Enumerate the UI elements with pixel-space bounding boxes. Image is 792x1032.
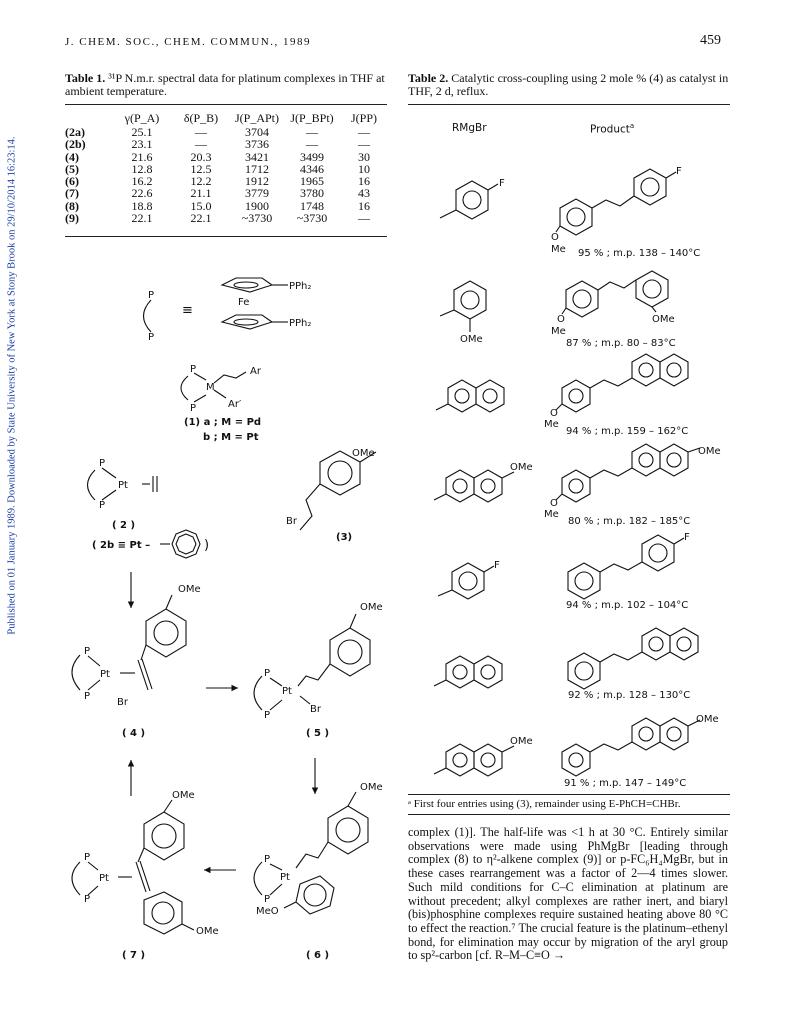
bond-line: [270, 884, 282, 895]
phosphine-bracket: [181, 376, 188, 400]
table-cell: —: [358, 125, 370, 139]
bond-line: [166, 595, 172, 609]
compound-label-2b-close: ): [204, 538, 210, 553]
table-cell: 25.1: [131, 125, 153, 139]
bond-line: [214, 390, 226, 398]
table-cell: (9): [65, 211, 79, 226]
table-cell: 4346: [300, 161, 324, 176]
benzene-ring: [144, 892, 182, 934]
fluoro-label: F: [676, 166, 682, 177]
methoxy-label: OMe: [510, 462, 533, 473]
platinum-label: Pt: [118, 480, 128, 491]
aryl-prime-label: Ar′: [228, 399, 242, 410]
compound-label-5: ( 5 ): [306, 728, 330, 739]
table-cell: 3499: [300, 149, 324, 164]
table2-end-rule: [408, 814, 730, 815]
bromine-label: Br: [310, 704, 321, 715]
yield-label: 94 % ; m.p. 102 – 104°C: [566, 600, 689, 611]
table-cell: ~3730: [296, 211, 328, 226]
yield-label: 94 % ; m.p. 159 – 162°C: [566, 426, 689, 437]
cp-ring-top: [222, 278, 272, 292]
phosphine-bracket: [88, 470, 96, 500]
aromatic-circle: [336, 818, 360, 842]
reagent-fluorophenyl: [440, 181, 498, 219]
bond-line: [270, 678, 282, 686]
bond-line: [182, 924, 194, 930]
table-cell: —: [358, 137, 370, 152]
table-cell: (5): [65, 161, 79, 176]
benzene-ring: [330, 628, 370, 676]
page-number: 459: [700, 33, 721, 48]
product-stilbene-3: [556, 354, 688, 412]
alkene-bond: [136, 862, 146, 892]
table-cell: 23.1: [131, 137, 153, 152]
bond-line: [88, 680, 100, 690]
methoxy-label: OMe: [360, 782, 383, 793]
phosphine-bracket: [254, 862, 262, 895]
phosphorus-label: P: [99, 500, 106, 511]
compound-label-2: ( 2 ): [112, 520, 136, 531]
table1-caption-text: ³¹P N.m.r. spectral data for platinum complexes in THF at ambient temperature.: [65, 71, 385, 98]
methoxy-label: OMe: [698, 446, 721, 457]
table-cell: 3779: [245, 186, 269, 201]
pph2-label: PPh₂: [289, 318, 312, 329]
bond-line: [350, 614, 356, 628]
bond-line: [164, 800, 172, 812]
journal-header: J. CHEM. SOC., CHEM. COMMUN., 1989: [65, 36, 311, 48]
bond-line: [348, 792, 356, 806]
table-cell: (7): [65, 186, 79, 201]
cyclooctadiene-ring-inner: [176, 534, 196, 554]
product-stilbene-2: [562, 271, 668, 317]
compound-label-1a: (1) a ; M = Pd: [184, 417, 262, 428]
methoxy-label: OMe: [696, 714, 719, 725]
reagent-methoxynaphthyl: [434, 744, 514, 776]
phosphorus-label: P: [148, 332, 155, 343]
methyl-label: Me: [544, 509, 559, 520]
bromine-label: Br: [286, 516, 297, 527]
phosphine-bracket: [72, 655, 80, 690]
compound-label-2b: ( 2b ≡ Pt –: [92, 540, 151, 551]
table1-header-cell: δ(P_B): [183, 110, 219, 125]
table-cell: 22.6: [131, 186, 153, 201]
compound-label-1b: b ; M = Pt: [203, 432, 259, 443]
table-cell: 3780: [300, 186, 324, 201]
phosphine-bracket: [254, 676, 262, 710]
table-cell: (2b): [65, 137, 86, 152]
bond-line: [88, 656, 100, 666]
ethenyl-bond: [214, 372, 246, 383]
phosphorus-label: P: [190, 403, 197, 414]
ethenyl-bond: [298, 664, 330, 686]
methoxy-label: OMe: [172, 790, 195, 801]
benzene-ring: [144, 812, 184, 860]
table-cell: 20.3: [190, 149, 212, 164]
phosphorus-label: P: [148, 290, 155, 301]
aromatic-circle: [338, 640, 362, 664]
methoxy-label: OMe: [196, 926, 219, 937]
pph2-label: PPh₂: [289, 281, 312, 292]
platinum-label: Pt: [282, 686, 292, 697]
phosphorus-label: P: [264, 894, 271, 905]
table-cell: 22.1: [131, 211, 153, 226]
cp-ring-bottom-inner: [234, 319, 258, 325]
table-cell: 15.0: [190, 198, 212, 213]
alkene-bond: [138, 660, 148, 690]
table-cell: —: [306, 125, 318, 139]
table-cell: 30: [358, 149, 370, 164]
phosphine-bracket: [144, 300, 152, 332]
table-cell: 16: [358, 174, 370, 189]
table-cell: 12.8: [131, 161, 153, 176]
methyl-label: Me: [544, 419, 559, 430]
cp-ring-top-inner: [234, 282, 258, 288]
table-cell: —: [306, 137, 318, 152]
methoxy-label: OMe: [460, 334, 483, 345]
product-stilbene-4: [556, 444, 700, 502]
aromatic-circle: [152, 824, 176, 848]
cp-ring-bottom: [222, 315, 272, 329]
compound-label-4: ( 4 ): [122, 728, 146, 739]
table-cell: 18.8: [131, 198, 153, 213]
methoxy-label: OMe: [652, 314, 675, 325]
metal-label: M: [206, 382, 215, 393]
table-cell: 12.5: [190, 161, 212, 176]
oxygen-label: O: [557, 314, 565, 325]
bond-line: [141, 645, 146, 660]
table2-caption-label: Table 2.: [408, 71, 449, 85]
product-header-label: Product: [590, 123, 630, 136]
vinyl-bond: [300, 484, 320, 530]
table-cell: 3421: [245, 149, 269, 164]
table-cell: —: [358, 211, 370, 226]
table-cell: 16: [358, 198, 370, 213]
bond-line: [284, 902, 296, 908]
table2-bottom-rule: [408, 794, 730, 795]
fe-label: Fe: [238, 297, 250, 308]
methyl-label: Me: [551, 326, 566, 337]
table2-col-rmgbr: RMgBr: [452, 122, 487, 134]
reagent-naphthyl: [436, 380, 504, 412]
phosphorus-label: P: [264, 668, 271, 679]
table-cell: (4): [65, 149, 79, 164]
table2-caption-text: Catalytic cross-coupling using 2 mole % (4) as catalyst in THF, 2 d, reflux.: [408, 71, 729, 98]
phosphorus-label: P: [190, 364, 197, 375]
bromine-label: Br: [117, 697, 128, 708]
yield-label: 80 % ; m.p. 182 – 185°C: [568, 516, 691, 527]
phosphine-bracket: [72, 862, 80, 895]
body-paragraph: complex (1)]. The half-life was <1 h at 30 °C. Entirely similar observations were made using PhMgBr [leading through complex (8) to η²-alkene complex (9)] or p-FC₆H₄MgBr, but in these cases rearrangement was a factor of 2—4 times slower. Such mild conditions for C–C elimination at platinum are without precedent; alkyl complexes are rather inert, and biaryl (bis)phosphine complexes require sustained heating above 80 °C to effect the reaction.⁷ The crucial feature is the platinum–ethenyl bond, for elimination may occur by migration of the aryl group to sp²-carbon [cf. R–M–C≡O →: [408, 825, 728, 963]
fluoro-label: F: [499, 178, 505, 189]
methoxy-label: OMe: [510, 736, 533, 747]
bond-line: [138, 848, 144, 862]
phosphorus-label: P: [84, 852, 91, 863]
product-stilbene-1: [556, 169, 676, 235]
platinum-label: Pt: [280, 872, 290, 883]
yield-label: 87 % ; m.p. 80 – 83°C: [566, 338, 676, 349]
bond-line: [300, 696, 310, 704]
table-cell: 1912: [245, 174, 269, 189]
phosphorus-label: P: [99, 458, 106, 469]
phosphorus-label: P: [264, 854, 271, 865]
table-cell: 1712: [245, 161, 269, 176]
table-cell: 1748: [300, 198, 324, 213]
table-cell: ~3730: [241, 211, 273, 226]
alkene-bond: [142, 659, 152, 689]
aromatic-circle: [152, 902, 174, 924]
download-notice: Published on 01 January 1989. Downloaded by State University of New York at Stony Brook on 29/10/2014 16:23:14.: [6, 136, 18, 635]
methoxy-label: OMe: [178, 584, 201, 595]
table-cell: (8): [65, 198, 79, 213]
table1-header-cell: J(P_BPt): [290, 110, 334, 125]
benzene-ring: [328, 806, 368, 854]
table-cell: 21.1: [190, 186, 212, 201]
phosphorus-label: P: [84, 894, 91, 905]
alkene-bond: [140, 861, 150, 891]
table-cell: 3704: [245, 125, 269, 139]
reagent-methoxyphenyl: [440, 281, 486, 332]
table-cell: 1965: [300, 174, 324, 189]
table1-header-cell: γ(P_A): [124, 110, 160, 125]
aromatic-circle: [304, 884, 326, 906]
yield-label: 92 % ; m.p. 128 – 130°C: [568, 690, 691, 701]
product-stilbene-7: [562, 718, 700, 776]
reagent-naphthyl: [434, 656, 502, 688]
methoxy-label: MeO: [256, 906, 279, 917]
benzene-ring: [146, 609, 186, 657]
methyl-label: Me: [551, 244, 566, 255]
equivalence-sign: ≡: [182, 303, 193, 318]
bond-line: [270, 700, 282, 710]
methoxy-label: OMe: [352, 448, 375, 459]
reagent-fluorophenyl: [438, 563, 494, 599]
table1-caption-label: Table 1.: [65, 71, 106, 85]
bond-line: [102, 490, 116, 500]
aromatic-circle: [154, 621, 178, 645]
table-cell: —: [195, 137, 207, 152]
phosphorus-label: P: [84, 646, 91, 657]
table1-header-cell: J(PP): [350, 110, 377, 125]
product-header-sup: a: [629, 122, 635, 130]
compound-label-6: ( 6 ): [306, 950, 330, 961]
table-cell: —: [195, 125, 207, 139]
fluoro-label: F: [494, 560, 500, 571]
methoxy-label: OMe: [360, 602, 383, 613]
platinum-label: Pt: [99, 873, 109, 884]
product-stilbene-6: [568, 628, 698, 689]
oxygen-label: O: [550, 498, 558, 509]
table-cell: (6): [65, 174, 79, 189]
table-cell: 16.2: [131, 174, 153, 189]
table-cell: 43: [358, 186, 370, 201]
compound-label-3: (3): [336, 532, 353, 543]
product-stilbene-5: [568, 535, 684, 599]
table-cell: 1900: [245, 198, 269, 213]
phosphorus-label: P: [264, 710, 271, 721]
platinum-label: Pt: [100, 669, 110, 680]
table-cell: 10: [358, 161, 370, 176]
reagent-methoxynaphthyl: [434, 470, 514, 502]
oxygen-label: O: [550, 408, 558, 419]
phosphorus-label: P: [84, 691, 91, 702]
table-cell: 3736: [245, 137, 269, 152]
oxygen-label: O: [551, 232, 559, 243]
bond-line: [88, 862, 98, 870]
table1-header-cell: J(P_APt): [234, 110, 279, 125]
bond-line: [194, 395, 206, 402]
fluoro-label: F: [684, 532, 690, 543]
table-cell: 22.1: [190, 211, 212, 226]
yield-label: 95 % ; m.p. 138 – 140°C: [578, 248, 701, 259]
table-cell: 12.2: [190, 174, 212, 189]
table-cell: (2a): [65, 125, 85, 139]
bond-line: [102, 468, 116, 478]
table2-footnote: ᵃ First four entries using (3), remainder using E-PhCH=CHBr.: [408, 798, 681, 810]
ethenyl-bond: [296, 842, 328, 868]
aromatic-circle: [328, 461, 352, 485]
aryl-label: Ar: [250, 366, 261, 377]
bond-line: [270, 864, 282, 870]
benzene-ring: [296, 876, 334, 914]
yield-label: 91 % ; m.p. 147 – 149°C: [564, 778, 687, 789]
compound-label-7: ( 7 ): [122, 950, 146, 961]
table-cell: 21.6: [131, 149, 153, 164]
